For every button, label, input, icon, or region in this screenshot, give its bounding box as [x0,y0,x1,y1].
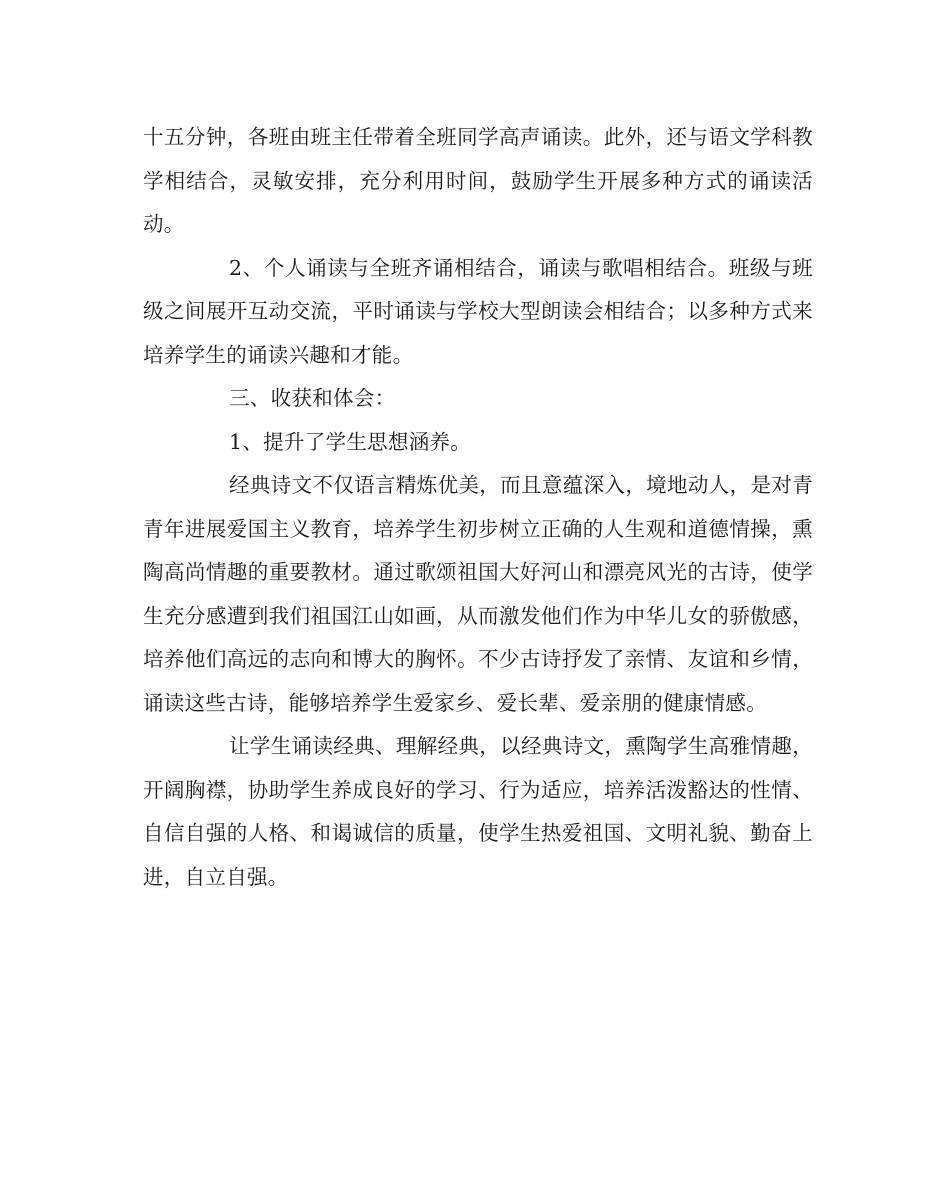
section-heading-harvest: 三、收获和体会： [229,386,396,410]
document-body [143,116,813,899]
paragraph-individual-reading: 2、个人诵读与全班齐诵相结合，诵读与歌唱相结合。班级与班级之间展开互动交流，平时诵读与学校大型朗读会相结合；以多种方式来培养学生的诵读兴趣和才能。 [143,255,813,367]
paragraph-reading-time: 十五分钟，各班由班主任带着全班同学高声诵读。此外，还与语文学科教学相结合，灵敏安排，充分利用时间，鼓励学生开展多种方式的诵读活动。 [143,125,813,236]
subheading-improve-thought: 1、提升了学生思想涵养。 [229,429,472,454]
paragraph-classic-poetry: 经典诗文不仅语言精炼优美，而且意蕴深入，境地动人，是对青青年进展爱国主义教育，培养学生初步树立正确的人生观和道德情操，熏陶高尚情趣的重要教材。通过歌颂祖国大好河山和漂亮风光的古诗，使学生充分感遭到我们祖国江山如画，从而激发他们作为中华儿女的骄傲感，培养他们高远的志向和博大的胸怀。不少古诗抒发了亲情、友谊和乡情，诵读这些古诗，能够培养学生爱家乡、爱长辈、爱亲朋的健康情感。 [143,473,813,715]
paragraph-understand-classics: 让学生诵读经典、理解经典，以经典诗文，熏陶学生高雅情趣，开阔胸襟，协助学生养成良好的学习、行为适应，培养活泼豁达的性情、自信自强的人格、和谒诚信的质量，使学生热爱祖国、文明礼貌、勤奋上进，自立自强。 [143,734,813,889]
